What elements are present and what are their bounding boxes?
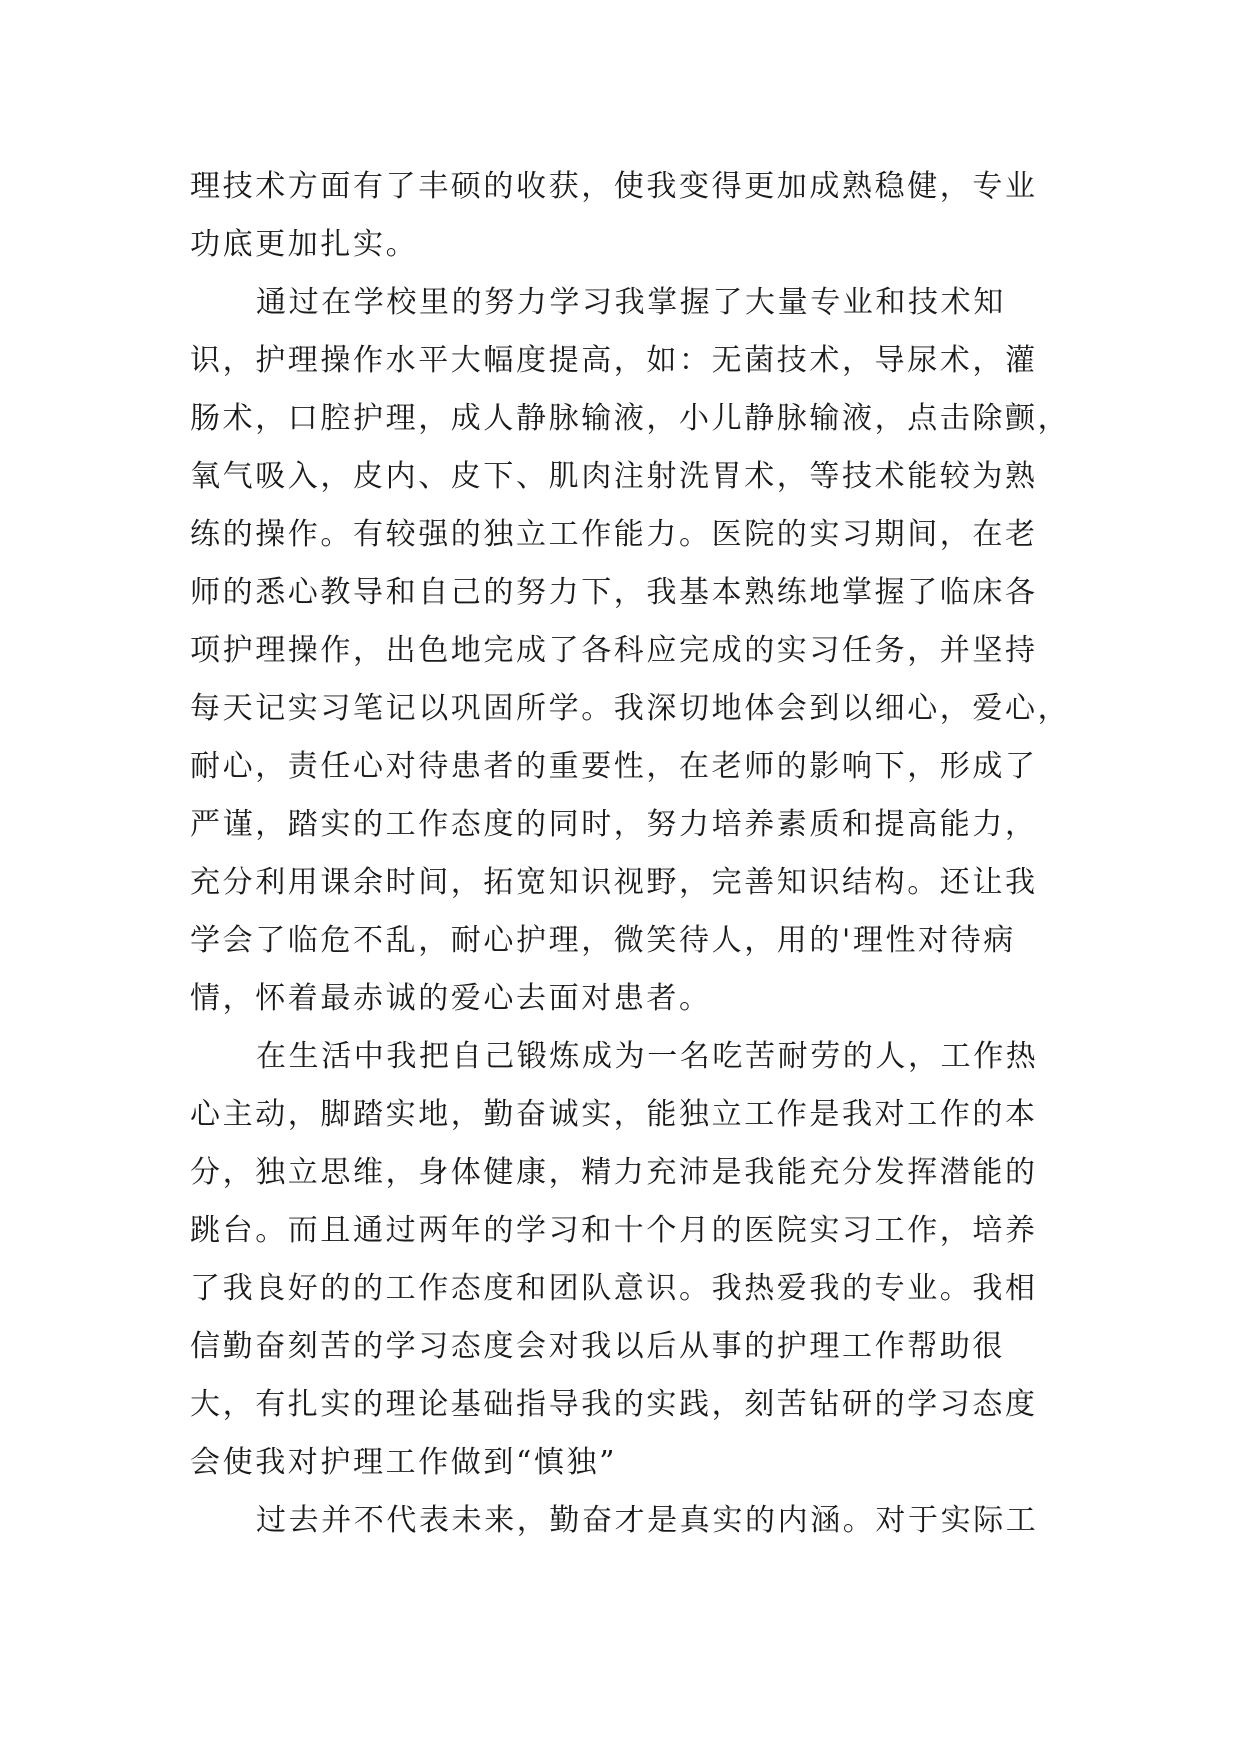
text-line: 会使我对护理工作做到“慎独” <box>190 1445 618 1480</box>
text-line: 了我良好的的工作态度和团队意识。我热爱我的专业。我相 <box>190 1271 1038 1306</box>
text-line: 识，护理操作水平大幅度提高，如：无菌技术，导尿术，灌 <box>190 343 1038 378</box>
body-text <box>190 158 1071 1550</box>
text-line: 耐心，责任心对待患者的重要性，在老师的影响下，形成了 <box>190 749 1038 784</box>
paragraph <box>190 274 1071 1028</box>
text-line: 充分利用课余时间，拓宽知识视野，完善知识结构。还让我 <box>190 865 1038 900</box>
text-line: 大，有扎实的理论基础指导我的实践，刻苦钻研的学习态度 <box>190 1387 1038 1422</box>
text-line: 过去并不代表未来，勤奋才是真实的内涵。对于实际工 <box>256 1503 1039 1538</box>
text-line: 师的悉心教导和自己的努力下，我基本熟练地掌握了临床各 <box>190 575 1038 610</box>
paragraph <box>190 158 1050 274</box>
text-line: 肠术，口腔护理，成人静脉输液，小儿静脉输液，点击除颤， <box>190 401 1071 436</box>
text-line: 分，独立思维，身体健康，精力充沛是我能充分发挥潜能的 <box>190 1155 1038 1190</box>
text-line: 项护理操作，出色地完成了各科应完成的实习任务，并坚持 <box>190 633 1038 668</box>
text-line: 每天记实习笔记以巩固所学。我深切地体会到以细心，爱心， <box>190 691 1071 726</box>
text-line: 情，怀着最赤诚的爱心去面对患者。 <box>190 981 712 1016</box>
paragraph <box>190 1492 1050 1550</box>
text-line: 在生活中我把自己锻炼成为一名吃苦耐劳的人，工作热 <box>256 1039 1039 1074</box>
text-line: 信勤奋刻苦的学习态度会对我以后从事的护理工作帮助很 <box>190 1329 1005 1364</box>
text-line: 通过在学校里的努力学习我掌握了大量专业和技术知 <box>256 285 1006 320</box>
text-line: 心主动，脚踏实地，勤奋诚实，能独立工作是我对工作的本 <box>190 1097 1038 1132</box>
text-line: 学会了临危不乱，耐心护理，微笑待人，用的'理性对待病 <box>190 923 1016 958</box>
paragraph <box>190 1028 1050 1492</box>
text-line: 氧气吸入，皮内、皮下、肌肉注射洗胃术，等技术能较为熟 <box>190 459 1038 494</box>
text-line: 跳台。而且通过两年的学习和十个月的医院实习工作，培养 <box>190 1213 1038 1248</box>
text-line: 功底更加扎实。 <box>190 227 419 262</box>
text-line: 严谨，踏实的工作态度的同时，努力培养素质和提高能力， <box>190 807 1038 842</box>
text-line: 理技术方面有了丰硕的收获，使我变得更加成熟稳健，专业 <box>190 169 1038 204</box>
text-line: 练的操作。有较强的独立工作能力。医院的实习期间，在老 <box>190 517 1038 552</box>
